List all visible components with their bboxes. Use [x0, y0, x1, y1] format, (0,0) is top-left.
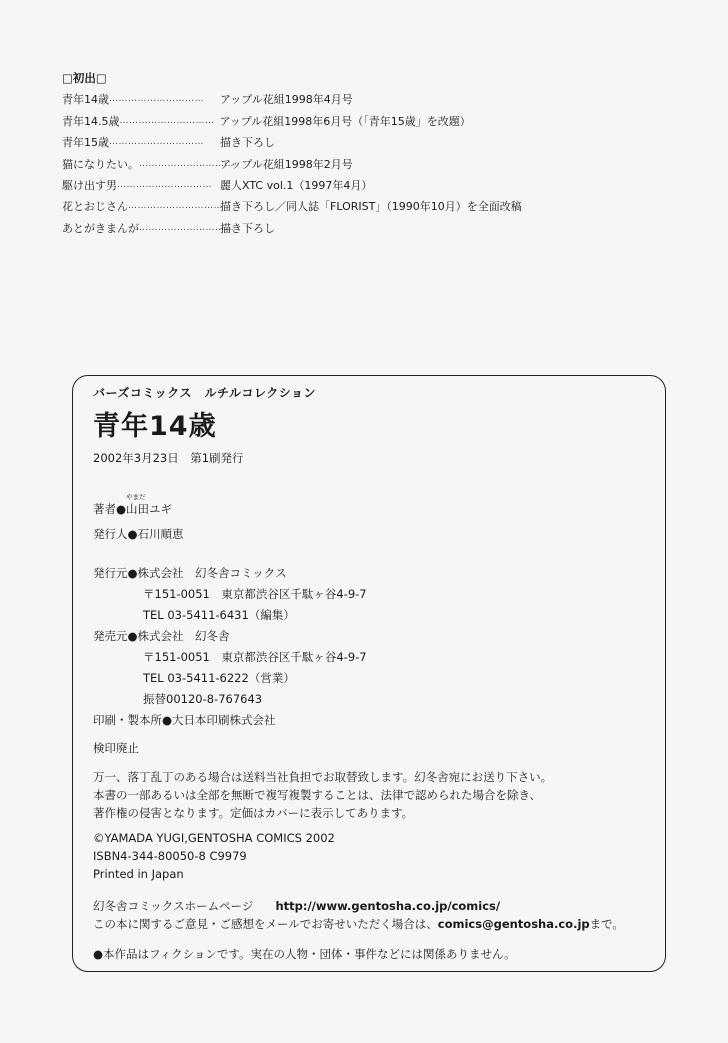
copyright-line: ©YAMADA YUGI,GENTOSHA COMICS 2002 — [93, 831, 335, 845]
author-name: 山田ユギ — [126, 502, 173, 516]
source-publication: 麗人XTC vol.1（1997年4月） — [220, 179, 373, 193]
source-row — [62, 111, 662, 132]
source-publication: 描き下ろし／同人誌「FLORIST」（1990年10月）を全面改稿 — [220, 200, 522, 214]
source-publication: アップル花組1998年4月号 — [220, 93, 353, 107]
source-leader-dots: ………………………… — [139, 222, 234, 233]
source-title: 駆け出す男 — [62, 179, 117, 193]
source-leader-dots: ………………………… — [109, 137, 204, 148]
distributor-line: 発売元●株式会社 幻冬舎 — [93, 629, 230, 643]
publication-date: 2002年3月23日 第1刷発行 — [93, 451, 244, 465]
source-title: あとがきまんが — [62, 221, 139, 235]
distributor-transfer: 振替00120-8-767643 — [143, 692, 263, 706]
homepage-label: 幻冬舎コミックスホームページ — [93, 899, 254, 913]
source-title: 青年14.5歳 — [62, 114, 120, 128]
feedback-line — [93, 916, 624, 932]
source-row — [62, 218, 662, 239]
source-row — [62, 196, 662, 217]
source-rows — [62, 89, 662, 239]
notice-line-1: 万一、落丁乱丁のある場合は送料当社負担でお取替致します。幻冬舎宛にお送り下さい。 — [93, 770, 553, 784]
feedback-suffix: まで。 — [589, 917, 624, 931]
first-appearance-heading: □初出□ — [62, 71, 107, 85]
source-title: 青年14歳 — [62, 93, 109, 107]
notice-line-3: 著作権の侵害となります。定価はカバーに表示してあります。 — [93, 806, 414, 820]
source-leader-dots: ………………………… — [109, 94, 204, 105]
author-line — [93, 493, 173, 517]
printer-line: 印刷・製本所●大日本印刷株式会社 — [93, 713, 276, 727]
source-leader-dots: ………………………… — [128, 201, 223, 212]
publisher-address: 〒151-0051 東京都渋谷区千駄ヶ谷4-9-7 — [143, 587, 367, 601]
printed-line: Printed in Japan — [93, 867, 184, 881]
source-publication: アップル花組1998年6月号（「青年15歳」を改題） — [219, 114, 471, 128]
source-leader-dots: ………………………… — [117, 180, 212, 191]
first-appearance-list — [62, 68, 662, 239]
source-row — [62, 175, 662, 196]
source-publication: 描き下ろし — [220, 221, 275, 235]
source-leader-dots: ………………………… — [139, 158, 234, 169]
series-name: バーズコミックス ルチルコレクション — [93, 386, 316, 400]
feedback-email[interactable]: comics@gentosha.co.jp — [437, 917, 590, 931]
source-publication: アップル花組1998年2月号 — [220, 157, 353, 171]
publisher-line: 発行元●株式会社 幻冬舎コミックス — [93, 566, 287, 580]
seal-notice: 検印廃止 — [93, 741, 139, 755]
source-title: 花とおじさん — [62, 200, 128, 214]
source-row — [62, 89, 662, 110]
source-row — [62, 132, 662, 153]
author-label: 著者● — [93, 502, 127, 516]
author-ruby: やまだ — [126, 493, 146, 501]
source-publication: 描き下ろし — [220, 136, 275, 150]
source-leader-dots: ………………………… — [119, 115, 215, 126]
distributor-address: 〒151-0051 東京都渋谷区千駄ヶ谷4-9-7 — [143, 650, 367, 664]
issuer-line: 発行人●石川順恵 — [93, 527, 184, 541]
source-row — [62, 154, 662, 175]
homepage-line — [93, 898, 500, 914]
feedback-text: この本に関するご意見・ご感想をメールでお寄せいただく場合は、 — [93, 917, 438, 931]
isbn-line: ISBN4-344-80050-8 C9979 — [93, 849, 247, 863]
fiction-disclaimer: ●本作品はフィクションです。実在の人物・団体・事件などには関係ありません。 — [93, 947, 516, 961]
book-title: 青年14歳 — [93, 411, 217, 442]
notice-line-2: 本書の一部あるいは全部を無断で複写複製することは、法律で認められた場合を除き、 — [93, 788, 542, 802]
distributor-tel: TEL 03-5411-6222（営業） — [143, 671, 295, 685]
publisher-tel: TEL 03-5411-6431（編集） — [143, 608, 295, 622]
source-title: 猫になりたい。 — [62, 157, 139, 171]
homepage-url[interactable]: http://www.gentosha.co.jp/comics/ — [275, 899, 501, 913]
colophon-box — [72, 375, 666, 972]
source-title: 青年15歳 — [62, 136, 109, 150]
